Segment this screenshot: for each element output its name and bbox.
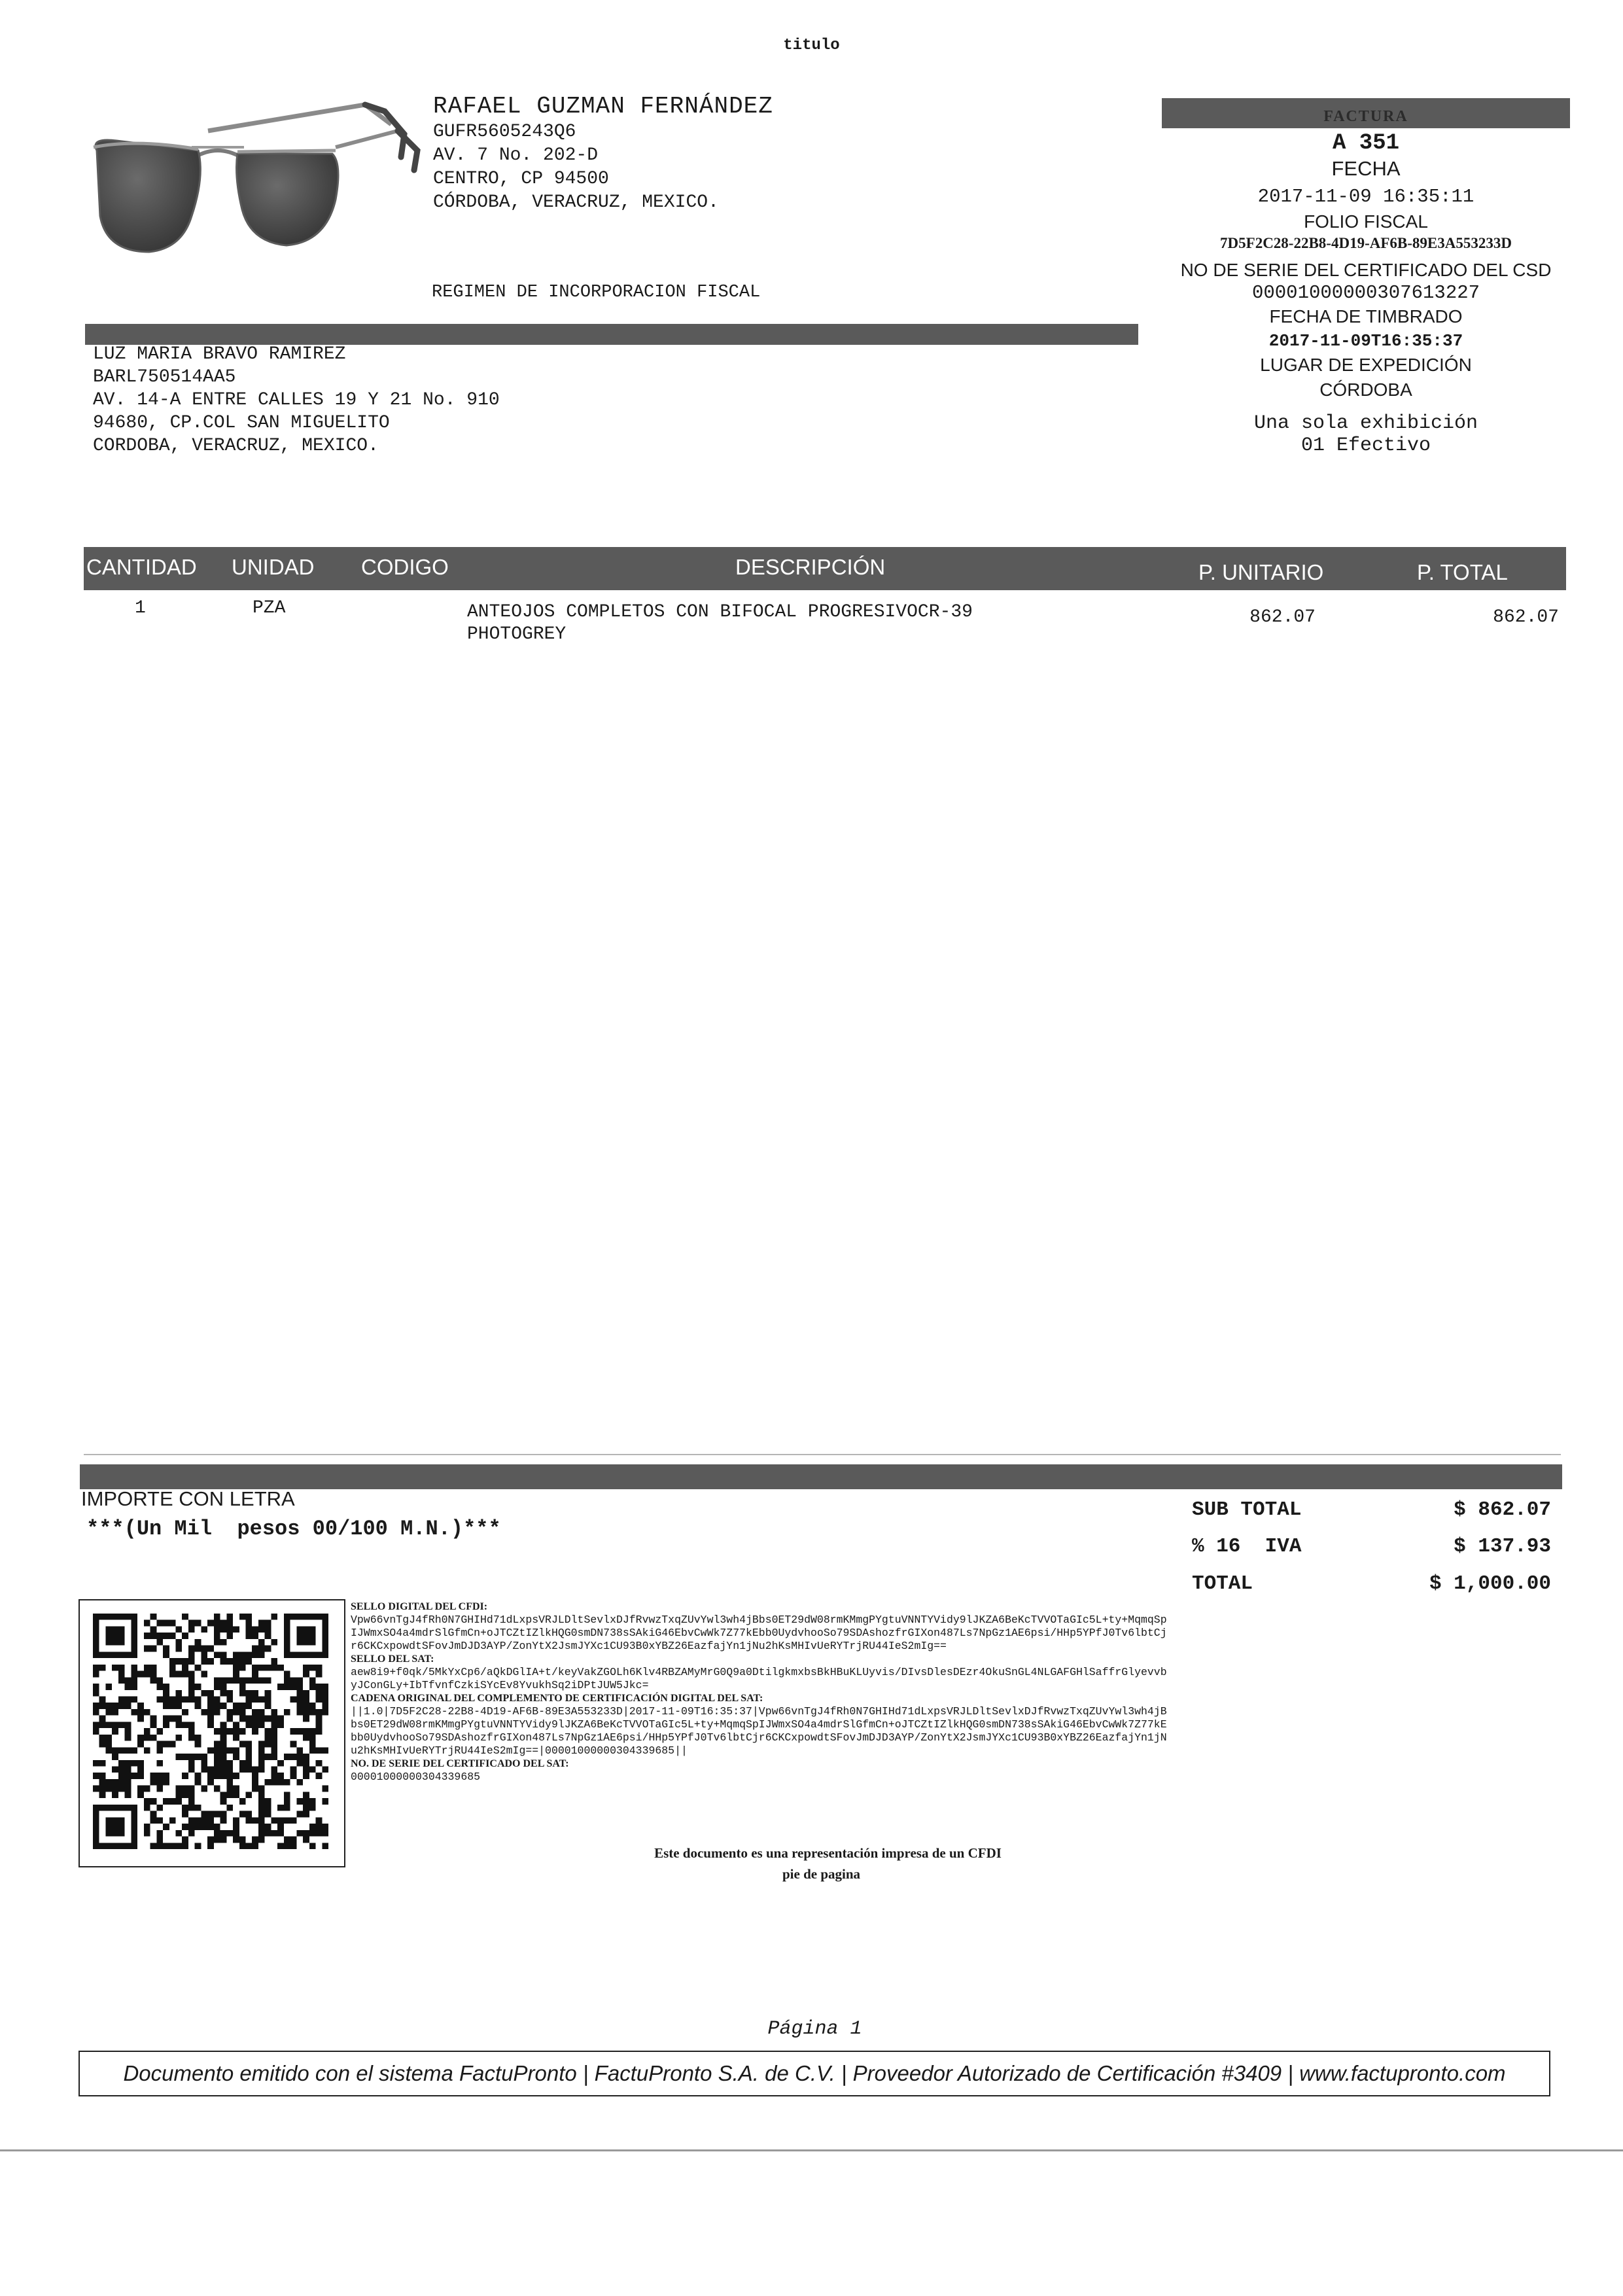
thin-divider [84,1454,1561,1455]
issuer-address-line3: CÓRDOBA, VERACRUZ, MEXICO. [433,192,719,213]
iva-value: $ 137.93 [1454,1535,1551,1558]
sello-cfdi-value: Vpw66vnTgJ4fRh0N7GHIHd71dLxpsVRJLDltSevlxDJfRvwzTxqZUvYwl3wh4jBbs0ET29dW08rmKMmgPYgtuVNNTYVidy9lJKZA6BeKcTVVOTaGIc5L+ty+MqmqSpIJWmxSO4a4mdrSlGfmCn+oJTCZtIZlkHQG0smDN738sSAkiG46EbvCwWk7Z77kEbb0UydvhooSo79SDAshozfrGIXon487Ls7NpGz1AE6psi/HHp5YPfJ0Tv6lbtCjr6CKCxpowdtSFovJmDJD3AYP/ZonYtX2JsmJYXc1CU93B0xYBZ26EazfajYn1jNu2hKsMHIvUeRYTrjRU44IeS2mIg== [351,1614,1167,1652]
sat-serie-label: NO. DE SERIE DEL CERTIFICADO DEL SAT: [351,1758,569,1769]
sat-serie-value: 00001000000304339685 [351,1771,481,1783]
qr-code-frame [79,1599,345,1867]
issuer-name: RAFAEL GUZMAN FERNÁNDEZ [433,93,773,120]
page-footer-note: pie de pagina [782,1866,861,1882]
timbrado-label: FECHA DE TIMBRADO [1269,306,1463,327]
col-unidad: UNIDAD [232,555,315,579]
receiver-address-line1: AV. 14-A ENTRE CALLES 19 Y 21 No. 910 [93,390,500,410]
lugar-label: LUGAR DE EXPEDICIÓN [1260,355,1472,375]
receiver-block [93,343,500,457]
sunglasses-logo [77,85,424,294]
subtotal-label: SUB TOTAL [1192,1498,1302,1521]
bottom-rule [0,2149,1623,2151]
folio-label: FOLIO FISCAL [1304,211,1428,232]
col-codigo: CODIGO [361,555,449,579]
invoice-info-box [1162,98,1570,457]
importe-value: ***(Un Mil pesos 00/100 M.N.)*** [86,1517,501,1541]
receiver-address-line3: CORDOBA, VERACRUZ, MEXICO. [93,436,379,456]
timbrado-value: 2017-11-09T16:35:37 [1268,331,1463,351]
row-descripcion-line1: ANTEOJOS COMPLETOS CON BIFOCAL PROGRESIVOCR-39 [467,602,973,622]
col-total: P. TOTAL [1417,560,1508,584]
items-table-header [84,547,1566,590]
subtotal-value: $ 862.07 [1454,1498,1551,1521]
row-descripcion-line2: PHOTOGREY [467,624,567,645]
row-cantidad: 1 [135,598,146,618]
issuer-block [433,93,773,215]
receiver-name: LUZ MARIA BRAVO RAMIREZ [93,344,346,364]
totals-divider-bar [80,1464,1562,1489]
cfdi-representation-note: Este documento es una representación impresa de un CFDI [654,1845,1002,1861]
sello-cfdi-label: SELLO DIGITAL DEL CFDI: [351,1601,488,1612]
sello-sat-value: aew8i9+f0qk/5MkYxCp6/aQkDGlIA+t/keyVakZGOLh6Klv4RBZAMyMrG0Q9a0DtilgkmxbsBkHBuKLUyvis/DIvsDlesDEzr4OkuSnGL4NLGAFGHlSaffrGlyevvbyJConGLy+IbTfvnfCzkiSYcEv8YvukhSq2iDPtJUW5Jkc= [351,1666,1167,1691]
issuer-rfc: GUFR5605243Q6 [433,122,576,142]
issuer-regimen: REGIMEN DE INCORPORACION FISCAL [432,283,761,302]
page-number: Página 1 [767,2018,862,2040]
serie-value: 00001000000307613227 [1251,282,1480,304]
col-unitario: P. UNITARIO [1198,560,1324,584]
issuer-address-line1: AV. 7 No. 202-D [433,145,599,166]
total-value: $ 1,000.00 [1429,1572,1551,1595]
col-descripcion: DESCRIPCIÓN [735,555,886,579]
document-title: titulo [783,37,840,54]
sello-sat-label: SELLO DEL SAT: [351,1653,434,1665]
receiver-rfc: BARL750514AA5 [93,367,236,387]
invoice-number: A 351 [1332,131,1400,156]
fecha-value: 2017-11-09 16:35:11 [1257,186,1475,207]
serie-label: NO DE SERIE DEL CERTIFICADO DEL CSD [1180,260,1552,280]
row-unitario: 862.07 [1249,607,1316,627]
issuer-address-line2: CENTRO, CP 94500 [433,169,609,189]
row-total: 862.07 [1493,607,1559,627]
footer-box [79,2051,1550,2096]
iva-label: % 16 IVA [1192,1535,1302,1558]
sat-stamp-block [351,1600,1168,1784]
section-divider-bar [85,324,1138,345]
forma-pago: Una sola exhibición [1253,412,1478,434]
footer-text: Documento emitido con el sistema FactuPronto | FactuPronto S.A. de C.V. | Proveedor Autorizado de Certificación #3409 | www.factupronto.com [123,2061,1506,2085]
cadena-value: ||1.0|7D5F2C28-22B8-4D19-AF6B-89E3A553233D|2017-11-09T16:35:37|Vpw66vnTgJ4fRh0N7GHIHd71dLxpsVRJLDltSevlxDJfRvwzTxqZUvYwl3wh4jBbs0ET29dW08rmKMmgPYgtuVNNTYVidy9lJKZA6BeKcTVVOTaGIc5L+ty+MqmqSpIJWmxSO4a4mdrSlGfmCn+oJTCZtIZlkHQG0smDN738sSAkiG46EbvCwWk7Z77kEbb0UydvhooSo79SDAshozfrGIXon487Ls7NpGz1AE6psi/HHp5YPfJ0Tv6lbtCjr6CKCxpowdtSFovJmDJD3AYP/ZonYtX2JsmJYXc1CU93B0xYBZ26EazfajYn1jNu2hKsMHIvUeRYTrjRU44IeS2mIg==|00001000000304339685|| [351,1705,1167,1757]
qr-code [93,1614,328,1849]
cadena-label: CADENA ORIGINAL DEL COMPLEMENTO DE CERTIFICACIÓN DIGITAL DEL SAT: [351,1693,763,1704]
folio-value: 7D5F2C28-22B8-4D19-AF6B-89E3A553233D [1220,235,1512,251]
qr-modules [93,1614,328,1849]
lugar-value: CÓRDOBA [1319,380,1412,400]
row-unidad: PZA [253,598,286,618]
invoice-header: FACTURA [1162,98,1570,128]
total-label: TOTAL [1192,1572,1253,1595]
fecha-label: FECHA [1331,157,1401,180]
metodo-pago: 01 Efectivo [1300,434,1431,457]
receiver-address-line2: 94680, CP.COL SAN MIGUELITO [93,413,390,433]
importe-label: IMPORTE CON LETRA [81,1487,295,1510]
col-cantidad: CANTIDAD [86,555,197,579]
